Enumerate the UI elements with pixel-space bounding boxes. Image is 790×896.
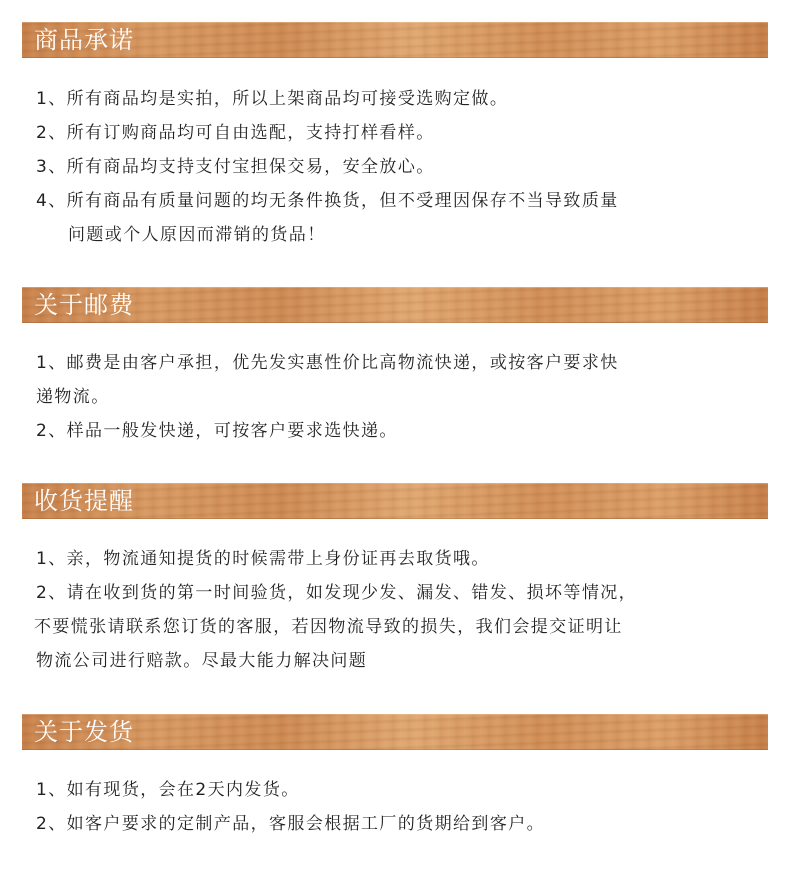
- section-title: 商品承诺: [34, 26, 134, 54]
- section-body-receipt-reminder: [36, 542, 756, 678]
- list-item-continuation: 不要慌张请联系您订货的客服，若因物流导致的损失，我们会提交证明让: [34, 617, 623, 637]
- section-title: 收货提醒: [34, 487, 134, 515]
- list-item: 3、所有商品均支持支付宝担保交易，安全放心。: [36, 157, 435, 177]
- list-item: 2、所有订购商品均可自由选配，支持打样看样。: [36, 123, 435, 143]
- list-item-continuation: 递物流。: [36, 387, 110, 407]
- list-item-continuation: 问题或个人原因而滞销的货品！: [68, 225, 326, 245]
- list-item: 2、样品一般发快递，可按客户要求选快递。: [36, 421, 398, 441]
- section-body-shipping-fee: [36, 346, 756, 448]
- section-title: 关于发货: [34, 718, 134, 746]
- section-header-product-promise: [22, 22, 768, 58]
- section-header-receipt-reminder: [22, 483, 768, 519]
- list-item: 2、请在收到货的第一时间验货，如发现少发、漏发、错发、损坏等情况，: [36, 583, 638, 603]
- section-header-shipping-fee: [22, 287, 768, 323]
- list-item: 1、如有现货，会在2天内发货。: [36, 780, 300, 800]
- list-item: 2、如客户要求的定制产品，客服会根据工厂的货期给到客户。: [36, 814, 546, 834]
- list-item: 1、亲，物流通知提货的时候需带上身份证再去取货哦。: [36, 549, 490, 569]
- section-header-delivery: [22, 714, 768, 750]
- list-item: 1、所有商品均是实拍，所以上架商品均可接受选购定做。: [36, 89, 509, 109]
- list-item: 1、邮费是由客户承担，优先发实惠性价比高物流快递，或按客户要求快: [36, 353, 619, 373]
- section-body-delivery: [36, 773, 756, 841]
- list-item-continuation: 物流公司进行赔款。尽最大能力解决问题: [36, 651, 368, 671]
- section-body-product-promise: [36, 82, 756, 252]
- section-title: 关于邮费: [34, 291, 134, 319]
- list-item: 4、所有商品有质量问题的均无条件换货，但不受理因保存不当导致质量: [36, 191, 619, 211]
